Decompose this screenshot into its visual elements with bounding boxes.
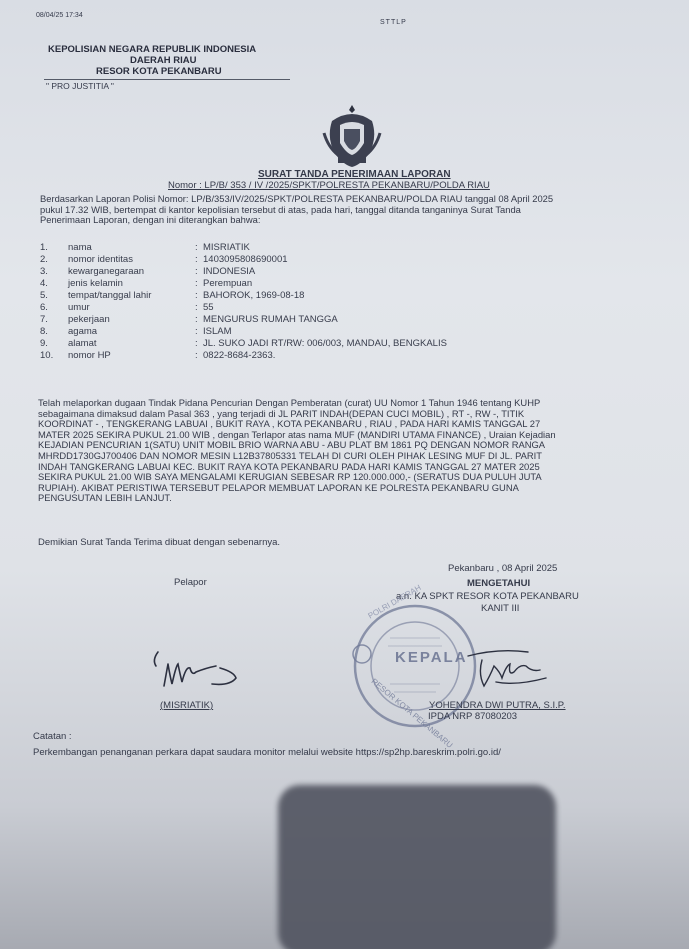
field-label: nomor identitas <box>68 254 133 265</box>
intro-paragraph <box>40 194 660 226</box>
field-label: nama <box>68 242 92 253</box>
shadow-smudge <box>278 785 556 949</box>
body-line: PENGUSUTAN LEBIH LANJUT. <box>38 492 172 504</box>
stamp-word: KEPALA <box>395 649 468 666</box>
officer-name: YOHENDRA DWI PUTRA, S.I.P. <box>429 700 566 711</box>
field-value: JL. SUKO JADI RT/RW: 006/003, MANDAU, BENGKALIS <box>203 338 447 349</box>
field-label: nomor HP <box>68 350 111 361</box>
field-value: INDONESIA <box>203 266 256 277</box>
field-colon: : <box>195 266 198 277</box>
field-number: 3. <box>40 266 48 277</box>
intro-line: Penerimaan Laporan, dengan ini diterangkan bahwa: <box>40 214 261 226</box>
field-row <box>40 326 640 338</box>
field-label: kewarganegaraan <box>68 266 145 277</box>
field-colon: : <box>195 254 198 265</box>
field-row <box>40 302 640 314</box>
field-colon: : <box>195 326 198 337</box>
institution-line3: RESOR KOTA PEKANBARU <box>96 66 222 77</box>
field-number: 10. <box>40 350 54 361</box>
institution-line1: KEPOLISIAN NEGARA REPUBLIK INDONESIA <box>48 44 257 55</box>
form-code: STTLP <box>380 19 407 26</box>
field-colon: : <box>195 302 198 313</box>
field-number: 4. <box>40 278 48 289</box>
institution-line2: DAERAH RIAU <box>130 55 197 66</box>
field-value: 0822-8684-2363. <box>203 350 276 361</box>
field-number: 1. <box>40 242 48 253</box>
body-line: Telah melaporkan dugaan Tindak Pidana Pencurian Dengan Pemberatan (curat) UU Nomor 1 Tahun 1946 tentang KUHP <box>38 397 541 408</box>
field-row <box>40 278 640 290</box>
field-colon: : <box>195 350 198 361</box>
field-number: 7. <box>40 314 48 325</box>
note-label: Catatan : <box>33 731 72 742</box>
body-line: INDAH TANGKERANG LABUAI KEC. BUKIT RAYA KOTA PEKANBARU PADA HARI KAMIS TANGGAL 27 MATER 2025 <box>38 460 540 472</box>
field-row <box>40 290 640 302</box>
field-colon: : <box>195 242 198 253</box>
field-row <box>40 266 640 278</box>
police-emblem-icon <box>318 103 386 167</box>
print-timestamp: 08/04/25 17:34 <box>36 12 83 19</box>
pro-justitia: " PRO JUSTITIA " <box>46 81 114 91</box>
reporter-label: Pelapor <box>174 577 207 588</box>
body-line: sebagaimana dimaksud dalam Pasal 363 , yang terjadi di JL PARIT INDAH(DEPAN CUCI MOBIL) , RT -, RW -, TITIK <box>38 407 525 419</box>
officer-rank-nrp: IPDA NRP 87080203 <box>428 711 518 722</box>
mengetahui-label: MENGETAHUI <box>467 578 531 589</box>
field-label: jenis kelamin <box>68 278 123 289</box>
field-number: 2. <box>40 254 48 265</box>
field-label: agama <box>68 326 98 337</box>
field-label: alamat <box>68 338 97 349</box>
field-colon: : <box>195 290 198 301</box>
header-rule <box>44 79 290 80</box>
field-number: 5. <box>40 290 48 301</box>
body-line: KEJADIAN PENCURIAN 1(SATU) UNIT MOBIL BRIO WARNA ABU - ABU PLAT BM 1861 PQ DENGAN NOMOR RANGA <box>38 439 546 451</box>
field-colon: : <box>195 314 198 325</box>
reporter-name: (MISRIATIK) <box>160 700 214 711</box>
intro-line: pukul 17.32 WIB, bertempat di kantor kepolisian tersebut di atas, pada hari, tanggal ditanda tanganinya Surat Tanda <box>40 203 521 215</box>
intro-line: Berdasarkan Laporan Polisi Nomor: LP/B/353/IV/2025/SPKT/POLRESTA PEKANBARU/POLDA RIAU tanggal 08 April 2025 <box>40 193 554 204</box>
field-number: 9. <box>40 338 48 349</box>
incident-paragraph <box>38 398 663 504</box>
field-value: 1403095808690001 <box>203 254 288 265</box>
closing-statement: Demikian Surat Tanda Terima dibuat dengan sebenarnya. <box>38 537 281 548</box>
on-behalf-label: a.n. KA SPKT RESOR KOTA PEKANBARU <box>396 591 579 602</box>
body-line: KOORDINAT - , TENGKERANG LABUAI , BUKIT RAYA , KOTA PEKANBARU , RIAU , PADA HARI KAMIS TANGGAL 27 <box>38 418 541 430</box>
field-colon: : <box>195 338 198 349</box>
field-value: Perempuan <box>203 278 253 289</box>
field-row <box>40 254 640 266</box>
body-line: MATER 2025 SEKIRA PUKUL 21.00 WIB , dengan Terlapor atas nama MUF (MANDIRI UTAMA FINANCE) , Uraian Kejadian <box>38 428 556 440</box>
field-number: 8. <box>40 326 48 337</box>
note-text: Perkembangan penanganan perkara dapat saudara monitor melalui website https://sp2hp.bareskrim.polri.go.id/ <box>33 747 501 758</box>
position-label: KANIT III <box>481 603 520 614</box>
field-row <box>40 338 640 350</box>
body-line: SEKIRA PUKUL 21.00 WIB SAYA MENGALAMI KERUGIAN SEBESAR RP 120.000.000,- (SERATUS DUA PULUH JUTA <box>38 471 542 483</box>
field-row <box>40 242 640 254</box>
field-number: 6. <box>40 302 48 313</box>
stamp-ring-bottom: RESOR KOTA PEKANBARU <box>369 676 455 750</box>
field-label: umur <box>68 302 90 313</box>
field-value: MENGURUS RUMAH TANGGA <box>203 314 338 325</box>
reporter-signature-icon <box>150 648 245 696</box>
field-value: ISLAM <box>203 326 232 337</box>
body-line: RUPIAH). AKIBAT PERISTIWA TERSEBUT PELAPOR MEMBUAT LAPORAN KE POLRESTA PEKANBARU GUNA <box>38 481 519 493</box>
field-label: tempat/tanggal lahir <box>68 290 152 301</box>
stamp-ring-top: POLRI DAERAH <box>366 583 423 621</box>
field-value: MISRIATIK <box>203 242 250 253</box>
document-title: SURAT TANDA PENERIMAAN LAPORAN <box>258 169 451 180</box>
body-line: MHRDD1730GJ700406 DAN NOMOR MESIN L12B37805331 TELAH DI CURI OLEH PIHAK LESING MUF DI JL. PARIT <box>38 449 542 461</box>
place-date: Pekanbaru , 08 April 2025 <box>448 563 558 574</box>
field-label: pekerjaan <box>68 314 110 325</box>
field-row <box>40 350 640 362</box>
document-number: Nomor : LP/B/ 353 / IV /2025/SPKT/POLRESTA PEKANBARU/POLDA RIAU <box>168 180 490 191</box>
field-value: BAHOROK, 1969-08-18 <box>203 290 305 301</box>
field-colon: : <box>195 278 198 289</box>
field-row <box>40 314 640 326</box>
field-value: 55 <box>203 302 214 313</box>
officer-signature-icon <box>462 642 558 692</box>
